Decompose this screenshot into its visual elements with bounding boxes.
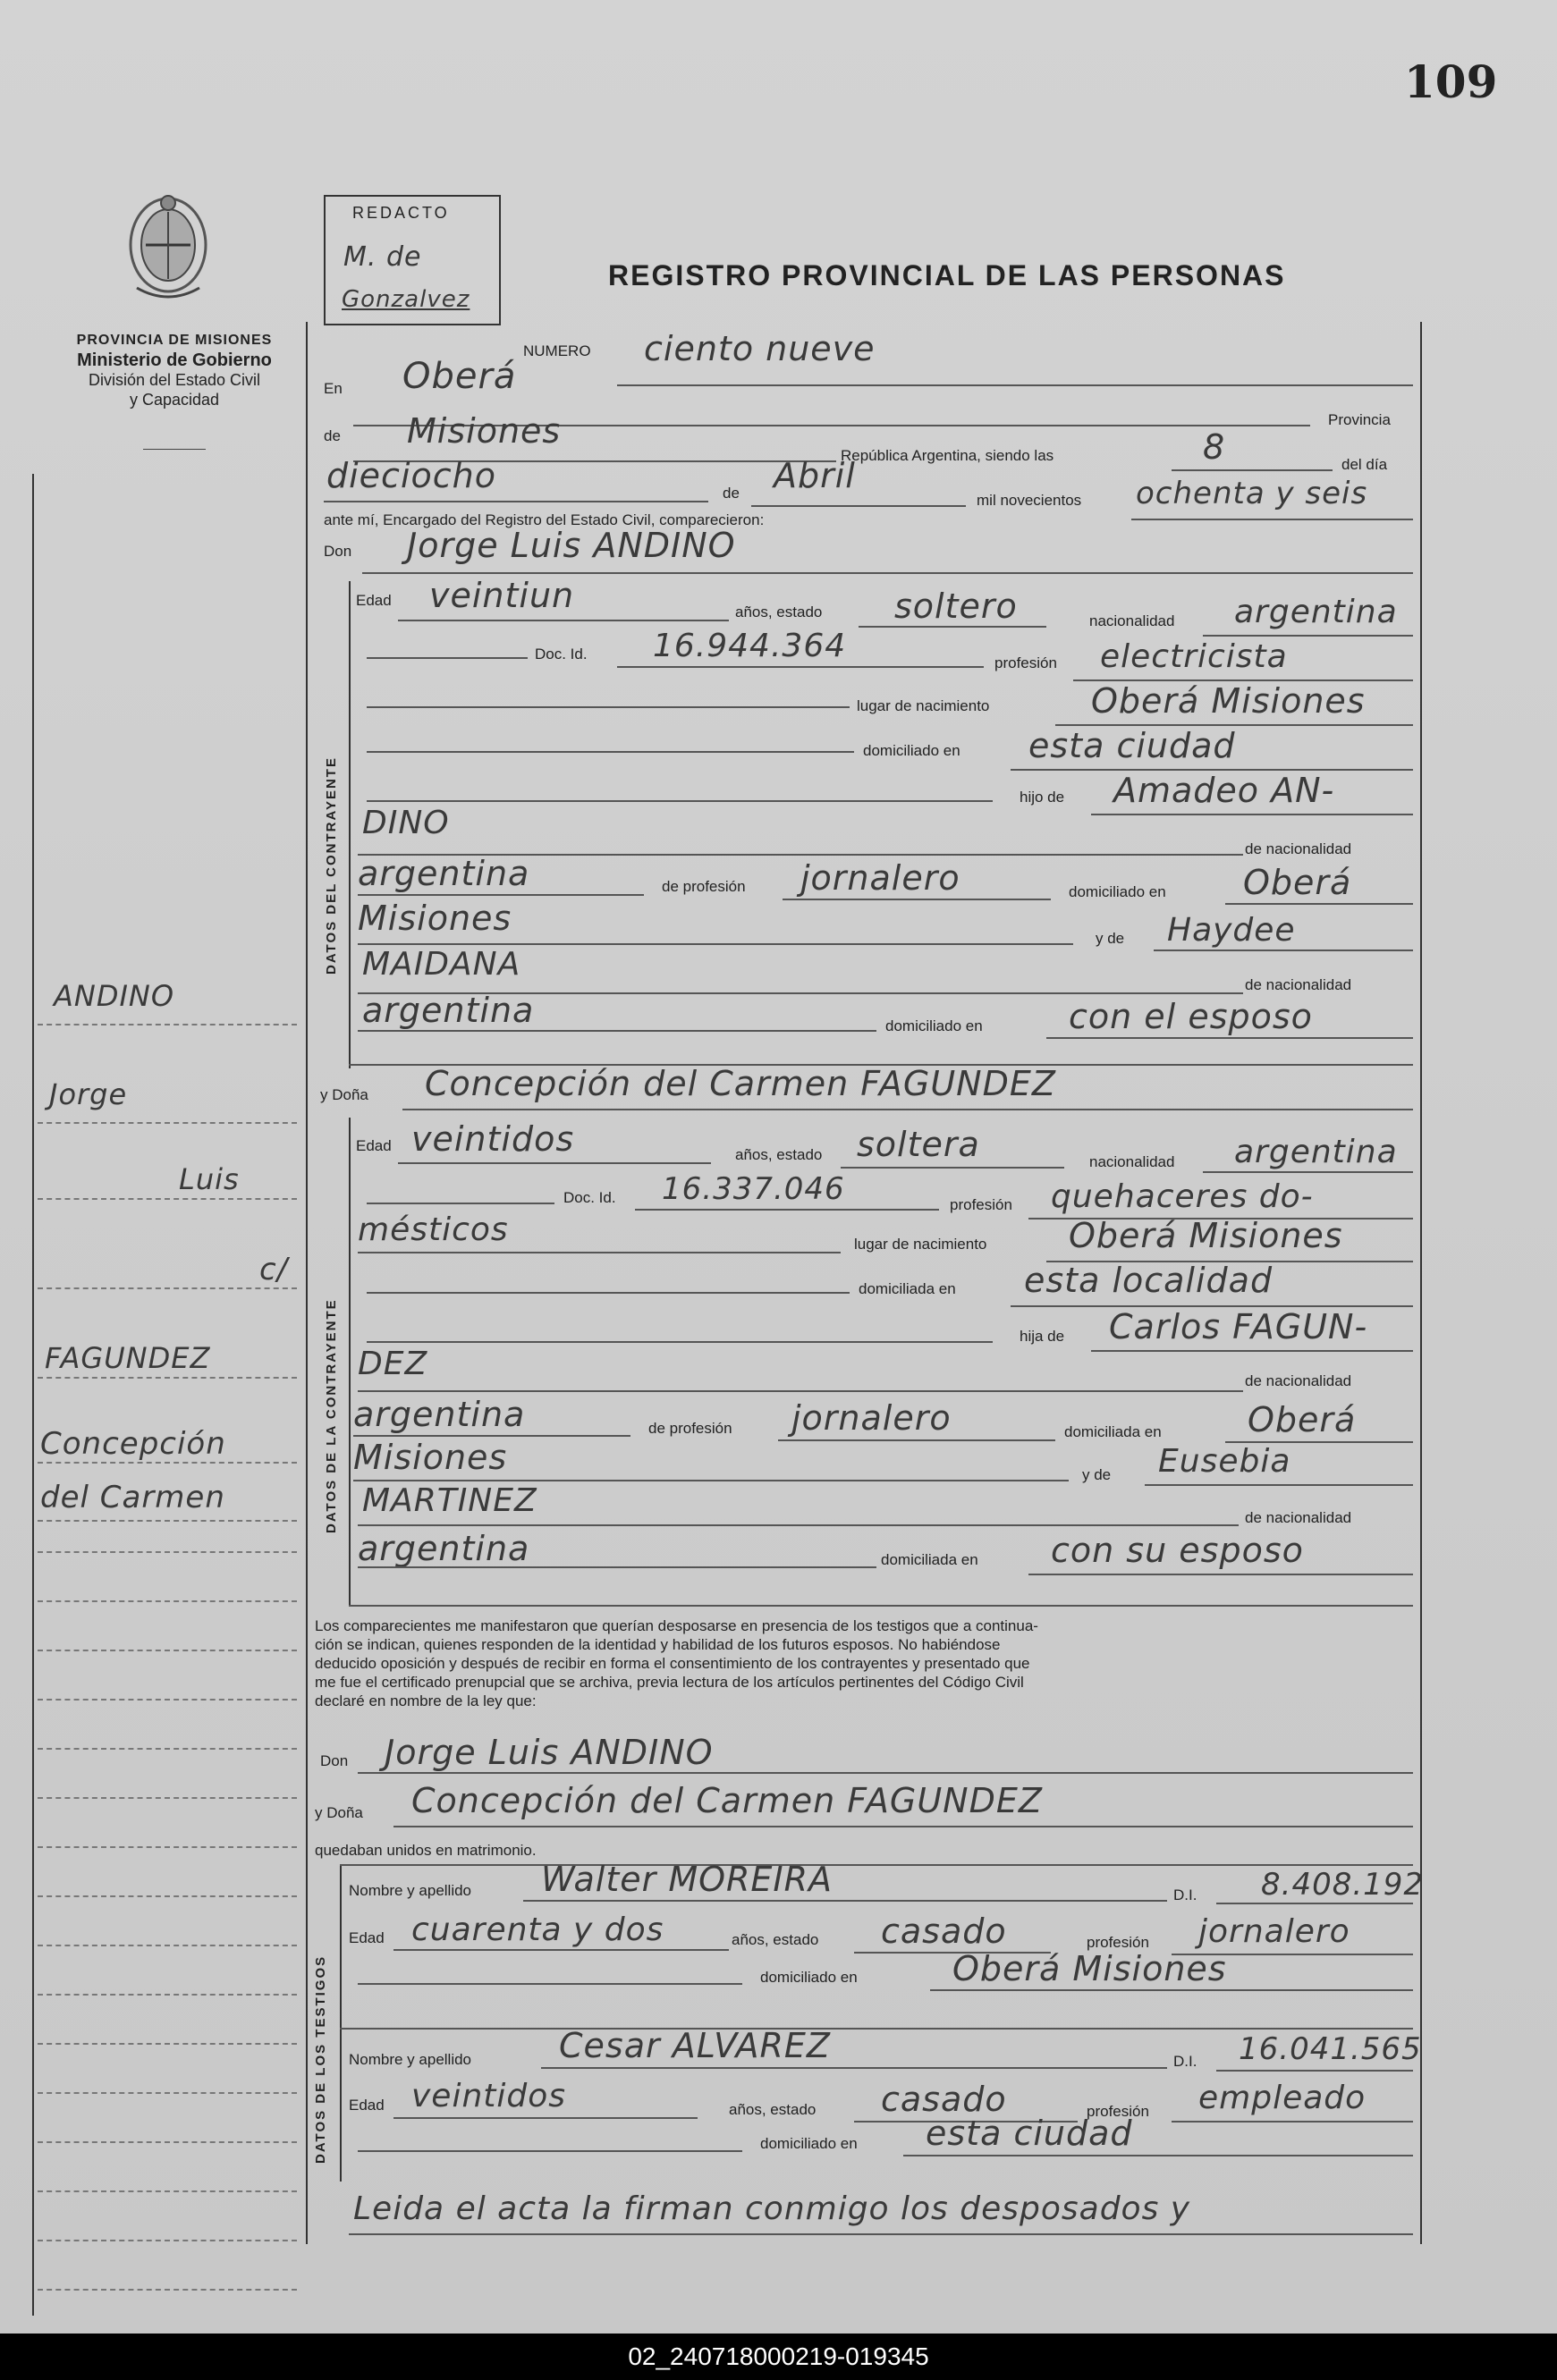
bride-nac-value: argentina	[1234, 1134, 1398, 1170]
city-value: Oberá	[402, 356, 517, 397]
groom-mother-dom: con el esposo	[1069, 997, 1313, 1036]
w2-di-label: D.I.	[1173, 2053, 1197, 2070]
groom-estado-value: soltero	[894, 587, 1018, 626]
groom-father-nac-label: de nacionalidad	[1245, 840, 1352, 857]
statement-line-1: Los comparecientes me manifestaron que querían desposarse en presencia de los testigos que a continua-	[315, 1617, 1038, 1634]
groom-prof-label: profesión	[994, 654, 1057, 671]
groom-estado-label: años, estado	[735, 603, 823, 620]
w1-name: Walter MOREIRA	[541, 1860, 834, 1899]
month-value: Abril	[774, 456, 856, 495]
groom-nac-label: nacionalidad	[1089, 612, 1175, 629]
w2-edad: veintidos	[411, 2078, 567, 2114]
groom-father-nac: argentina	[358, 854, 530, 893]
w1-estado-label: años, estado	[732, 1931, 819, 1948]
bride-dom-label: domiciliada en	[859, 1280, 956, 1297]
bride-mother-nac: argentina	[358, 1529, 530, 1568]
groom-father-prof: jornalero	[800, 858, 960, 898]
bride-prof-value-1: quehaceres do-	[1051, 1178, 1314, 1215]
bride-prof-value-2: mésticos	[358, 1211, 509, 1248]
bride-edad-label: Edad	[356, 1137, 392, 1154]
province-value: Misiones	[407, 411, 562, 451]
don-label: Don	[324, 543, 352, 560]
groom-father-dom-2: Misiones	[358, 899, 512, 938]
del-dia-label: del día	[1341, 456, 1388, 473]
groom-prof-value: electricista	[1100, 638, 1288, 675]
bride-father-prof-label: de profesión	[648, 1420, 732, 1437]
dona-label: y Doña	[320, 1086, 368, 1103]
authority-header	[36, 331, 313, 409]
groom-y-de-label: y de	[1096, 930, 1125, 947]
bride-mother-dom: con su esposo	[1051, 1531, 1304, 1570]
bride-nac-label: nacionalidad	[1089, 1153, 1175, 1170]
w2-dom-label: domiciliado en	[760, 2135, 858, 2152]
groom-section-label: DATOS DEL CONTRAYENTE	[324, 756, 339, 975]
unidos-label: quedaban unidos en matrimonio.	[315, 1842, 537, 1859]
de-mes-label: de	[723, 485, 740, 502]
groom-father-dom-1: Oberá	[1243, 863, 1352, 902]
statement-dona-label: y Doña	[315, 1804, 363, 1821]
statement-text	[315, 1616, 1038, 1710]
closing-text: Leida el acta la firman conmigo los desposados y	[353, 2190, 1191, 2227]
bride-y-de-label: y de	[1082, 1466, 1112, 1483]
form-right-rule	[1420, 322, 1422, 2244]
w2-estado-label: años, estado	[729, 2101, 817, 2118]
groom-doc-label: Doc. Id.	[535, 646, 588, 663]
bride-mother-1: Eusebia	[1158, 1443, 1291, 1480]
groom-dom-label: domiciliado en	[863, 742, 960, 759]
groom-nac-value: argentina	[1234, 594, 1398, 630]
w1-edad: cuarenta y dos	[411, 1912, 664, 1948]
statement-don-label: Don	[320, 1752, 349, 1769]
w1-di-label: D.I.	[1173, 1886, 1197, 1903]
left-margin-rule	[32, 474, 34, 2316]
bride-mother-2: MARTINEZ	[362, 1482, 537, 1519]
bride-father-nac-label: de nacionalidad	[1245, 1372, 1352, 1389]
margin-surname-groom: ANDINO	[54, 979, 175, 1013]
margin-name-bride-2: del Carmen	[40, 1480, 225, 1515]
w1-edad-label: Edad	[349, 1929, 385, 1946]
groom-edad-value: veintiun	[429, 576, 575, 615]
year-value: ochenta y seis	[1136, 476, 1368, 511]
groom-father-dom-label: domiciliado en	[1069, 883, 1166, 900]
form-left-rule	[306, 322, 308, 2244]
bride-estado-label: años, estado	[735, 1146, 823, 1163]
numero-label: NUMERO	[523, 342, 591, 359]
day-value: dieciocho	[326, 456, 496, 495]
redacto-stamp	[324, 195, 501, 325]
provincia-label: Provincia	[1328, 411, 1391, 428]
bride-mother-nac-label: de nacionalidad	[1245, 1509, 1352, 1526]
bride-lugar-label: lugar de nacimiento	[854, 1236, 987, 1253]
groom-lugar-value: Oberá Misiones	[1091, 681, 1366, 721]
groom-father-1: Amadeo AN-	[1113, 771, 1335, 810]
margin-surname-bride: FAGUNDEZ	[45, 1341, 211, 1375]
w2-dom: esta ciudad	[926, 2114, 1133, 2153]
w1-dom-label: domiciliado en	[760, 1969, 858, 1986]
statement-don-name: Jorge Luis ANDINO	[385, 1733, 714, 1772]
stamp-label: REDACTO	[352, 204, 450, 222]
groom-hijo-label: hijo de	[1020, 789, 1065, 806]
w1-di: 8.408.192	[1261, 1867, 1425, 1903]
groom-doc-value: 16.944.364	[653, 628, 847, 664]
statement-dona-name: Concepción del Carmen FAGUNDEZ	[411, 1781, 1043, 1820]
page-number: 109	[1404, 55, 1498, 108]
bride-hija-label: hija de	[1020, 1328, 1065, 1345]
bride-father-dom-label: domiciliada en	[1064, 1423, 1162, 1440]
w2-prof: empleado	[1198, 2080, 1367, 2116]
w1-name-label: Nombre y apellido	[349, 1882, 472, 1899]
statement-line-5: declaré en nombre de la ley que:	[315, 1692, 537, 1709]
stamp-line2: Gonzalvez	[342, 286, 470, 313]
en-label: En	[324, 380, 343, 397]
bride-dom-value: esta localidad	[1024, 1261, 1274, 1300]
groom-mother-nac: argentina	[362, 991, 535, 1030]
bride-name: Concepción del Carmen FAGUNDEZ	[425, 1064, 1056, 1103]
w2-prof-label: profesión	[1087, 2103, 1149, 2120]
margin-name-groom-2: Luis	[179, 1162, 240, 1196]
bride-father-prof: jornalero	[791, 1398, 952, 1438]
bride-edad-value: veintidos	[411, 1119, 575, 1159]
bride-father-nac: argentina	[353, 1395, 526, 1434]
coat-of-arms-icon	[119, 190, 217, 306]
groom-mother-nac-label: de nacionalidad	[1245, 976, 1352, 993]
groom-edad-label: Edad	[356, 592, 392, 609]
w1-estado: casado	[881, 1912, 1007, 1951]
statement-line-3: deducido oposición y después de recibir en forma el consentimiento de los contrayentes y presentado que	[315, 1655, 1030, 1672]
republica-label: República Argentina, siendo las	[841, 447, 1054, 464]
groom-name: Jorge Luis ANDINO	[407, 526, 736, 565]
bride-father-dom-1: Oberá	[1248, 1400, 1357, 1439]
w2-edad-label: Edad	[349, 2097, 385, 2114]
footer-bar	[0, 2334, 1557, 2380]
w2-di: 16.041.565	[1239, 2031, 1422, 2067]
groom-dom-value: esta ciudad	[1028, 726, 1236, 765]
ministry-label: Ministerio de Gobierno	[77, 350, 272, 370]
capacity-label: y Capacidad	[129, 391, 220, 409]
statement-line-2: ción se indican, quienes responden de la identidad y habilidad de los futuros esposos. No habiéndose	[315, 1636, 1001, 1653]
groom-mother-1: Haydee	[1167, 912, 1296, 949]
w1-prof-label: profesión	[1087, 1934, 1149, 1951]
margin-conj: c/	[259, 1252, 289, 1287]
w2-name: Cesar ALVAREZ	[559, 2026, 831, 2065]
w1-dom: Oberá Misiones	[952, 1949, 1227, 1988]
bride-doc-label: Doc. Id.	[563, 1189, 616, 1206]
bride-lugar-value: Oberá Misiones	[1069, 1216, 1343, 1255]
bride-prof-label: profesión	[950, 1196, 1012, 1213]
division-label: División del Estado Civil	[88, 371, 261, 389]
margin-name-bride-1: Concepción	[40, 1426, 226, 1462]
groom-mother-2: MAIDANA	[362, 946, 521, 983]
bride-section-label: DATOS DE LA CONTRAYENTE	[324, 1298, 339, 1533]
w1-prof: jornalero	[1198, 1913, 1350, 1950]
groom-lugar-label: lugar de nacimiento	[857, 697, 990, 714]
w2-name-label: Nombre y apellido	[349, 2051, 472, 2068]
witnesses-section-label: DATOS DE LOS TESTIGOS	[313, 1954, 328, 2164]
footer-id: 02_240718000219-019345	[628, 2342, 929, 2370]
numero-value: ciento nueve	[644, 329, 876, 368]
groom-father-2: DINO	[362, 805, 450, 841]
hour-value: 8	[1203, 427, 1226, 467]
de-label: de	[324, 427, 341, 444]
mil-label: mil novecientos	[977, 492, 1082, 509]
bride-father-2: DEZ	[358, 1346, 428, 1382]
bride-estado-value: soltera	[857, 1125, 980, 1164]
ante-label: ante mí, Encargado del Registro del Estado Civil, comparecieron:	[324, 511, 765, 528]
province-label: PROVINCIA DE MISIONES	[76, 333, 273, 348]
stamp-line1: M. de	[343, 241, 422, 273]
w2-estado: casado	[881, 2080, 1007, 2119]
groom-mother-dom-label: domiciliado en	[885, 1017, 983, 1034]
bride-doc-value: 16.337.046	[662, 1171, 845, 1207]
groom-father-prof-label: de profesión	[662, 878, 746, 895]
margin-name-groom-1: Jorge	[49, 1077, 128, 1111]
bride-father-dom-2: Misiones	[353, 1438, 508, 1477]
statement-line-4: me fue el certificado prenupcial que se archiva, previa lectura de los artículos pertinentes del Código Civil	[315, 1674, 1024, 1691]
bride-mother-dom-label: domiciliada en	[881, 1551, 978, 1568]
document-title: REGISTRO PROVINCIAL DE LAS PERSONAS	[608, 259, 1286, 291]
bride-father-1: Carlos FAGUN-	[1109, 1307, 1368, 1346]
